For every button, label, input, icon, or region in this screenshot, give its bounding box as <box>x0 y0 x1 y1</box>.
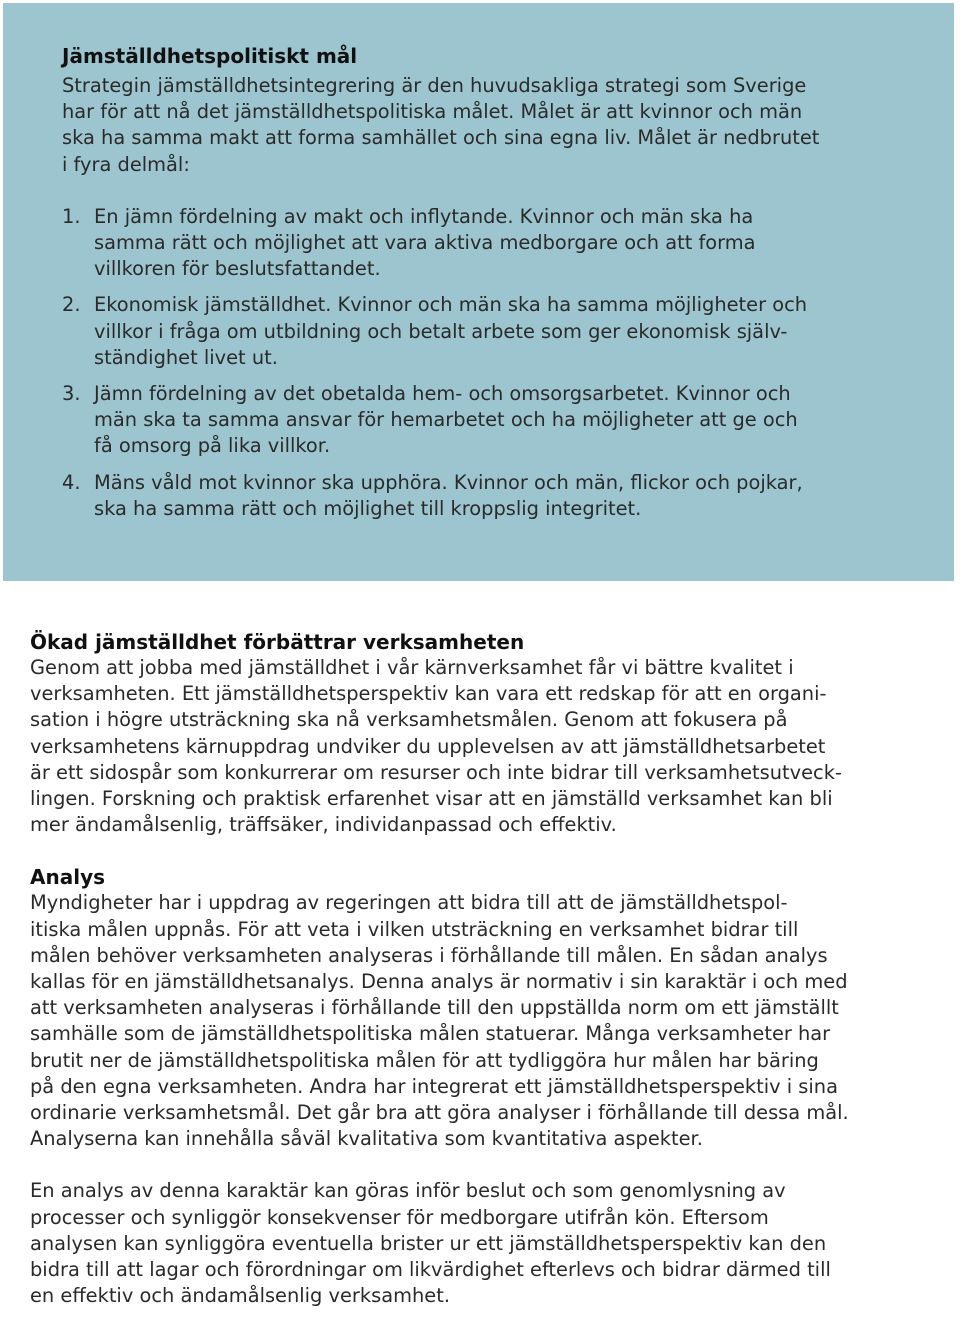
text-line: Genom att jobba med jämställdhet i vår kärnverksamhet får vi bättre kvalitet i <box>30 656 794 679</box>
text-line: analysen kan synliggöra eventuella brister ur ett jämställdhetsperspektiv kan den <box>30 1231 827 1255</box>
text-line: En analys av denna karaktär kan göras inför beslut och som genomlysning av <box>30 1179 786 1203</box>
text-line: Ekonomisk jämställdhet. Kvinnor och män ska ha samma möjligheter och <box>94 293 808 317</box>
text-line: ordinarie verksamhetsmål. Det går bra att göra analyser i förhållande till dessa mål. <box>30 1101 849 1125</box>
goal-item-4 <box>62 470 914 522</box>
text-line: ska ha samma makt att forma samhället och sina egna liv. Målet är nedbrutet <box>62 126 820 150</box>
section-title-analys: Analys <box>30 865 106 890</box>
box-intro <box>62 73 914 178</box>
section-title-verksamheten: Ökad jämställdhet förbättrar verksamheten <box>30 630 525 654</box>
text-line: mer ändamålsenlig, träffsäker, individanpassad och effektiv. <box>30 813 617 837</box>
goal-item-3 <box>62 381 914 460</box>
text-line: sation i högre utsträckning ska nå verksamhetsmålen. Genom att fokusera på <box>30 708 788 732</box>
text-line: ska ha samma rätt och möjlighet till kroppslig integritet. <box>94 496 642 520</box>
text-line: samhälle som de jämställdhetspolitiska målen statuerar. Många verksamheter har <box>30 1022 831 1046</box>
text-line: Myndigheter har i uppdrag av regeringen att bidra till att de jämställdhetspol- <box>30 891 788 915</box>
text-line: att verksamheten analyseras i förhållande till den uppställda norm om ett jämställt <box>30 996 839 1020</box>
text-line: Mäns våld mot kvinnor ska upphöra. Kvinnor och män, flickor och pojkar, <box>94 470 803 494</box>
text-line: bidra till att lagar och förordningar om likvärdighet efterlevs och bidrar därmed till <box>30 1258 831 1282</box>
text-line: Jämn fördelning av det obetalda hem- och omsorgsarbetet. Kvinnor och <box>94 382 791 406</box>
goal-number: 2. <box>62 293 81 317</box>
text-line: Strategin jämställdhetsintegrering är den huvudsakliga strategi som Sverige <box>62 74 807 97</box>
text-line: män ska ta samma ansvar för hemarbetet och ha möjligheter att ge och <box>94 408 798 432</box>
goal-number: 3. <box>62 382 81 406</box>
goals-box <box>3 3 954 581</box>
text-line: verksamheten. Ett jämställdhetsperspektiv kan vara ett redskap för att en organi- <box>30 682 827 706</box>
spacer <box>30 1152 935 1178</box>
text-line: Analyserna kan innehålla såväl kvalitativa som kvantitativa aspekter. <box>30 1127 703 1151</box>
text-line: har för att nå det jämställdhetspolitiska målet. Målet är att kvinnor och män <box>62 100 803 124</box>
goal-number: 1. <box>62 204 81 228</box>
goal-number: 4. <box>62 470 81 494</box>
spacer <box>30 838 935 864</box>
text-line: brutit ner de jämställdhetspolitiska målen för att tydliggöra hur målen har bäring <box>30 1048 819 1072</box>
text-line: En jämn fördelning av makt och inflytande. Kvinnor och män ska ha <box>94 204 754 228</box>
goal-item-1 <box>62 204 914 283</box>
text-line: är ett sidospår som konkurrerar om resurser och inte bidrar till verksamhetsutveck- <box>30 760 842 784</box>
section-paragraph <box>30 890 935 1152</box>
section-paragraph <box>30 1178 935 1309</box>
text-line: villkoren för beslutsfattandet. <box>94 257 381 281</box>
goal-list <box>62 204 914 522</box>
text-line: i fyra delmål: <box>62 152 190 176</box>
text-line: målen behöver verksamheten analyseras i förhållande till målen. En sådan analys <box>30 943 828 967</box>
text-line: itiska målen uppnås. För att veta i vilken utsträckning en verksamhet bidrar till <box>30 917 799 941</box>
text-line: ständighet livet ut. <box>94 345 278 369</box>
goal-item-2 <box>62 292 914 371</box>
text-line: processer och synliggör konsekvenser för medborgare utifrån kön. Eftersom <box>30 1205 769 1229</box>
section-paragraph <box>30 655 935 838</box>
text-line: en effektiv och ändamålsenlig verksamhet. <box>30 1284 450 1308</box>
text-line: kallas för en jämställdhetsanalys. Denna analys är normativ i sin karaktär i och med <box>30 970 848 994</box>
box-title: Jämställdhetspolitiskt mål <box>62 44 358 68</box>
text-line: samma rätt och möjlighet att vara aktiva medborgare och att forma <box>94 231 756 255</box>
main-content <box>30 629 935 1309</box>
text-line: verksamhetens kärnuppdrag undviker du upplevelsen av att jämställdhetsarbetet <box>30 734 826 758</box>
text-line: på den egna verksamheten. Andra har integrerat ett jämställdhetsperspektiv i sina <box>30 1074 838 1098</box>
text-line: få omsorg på lika villkor. <box>94 434 331 458</box>
text-line: villkor i fråga om utbildning och betalt arbete som ger ekonomisk själv- <box>94 319 788 343</box>
text-line: lingen. Forskning och praktisk erfarenhet visar att en jämställd verksamhet kan bli <box>30 787 833 811</box>
